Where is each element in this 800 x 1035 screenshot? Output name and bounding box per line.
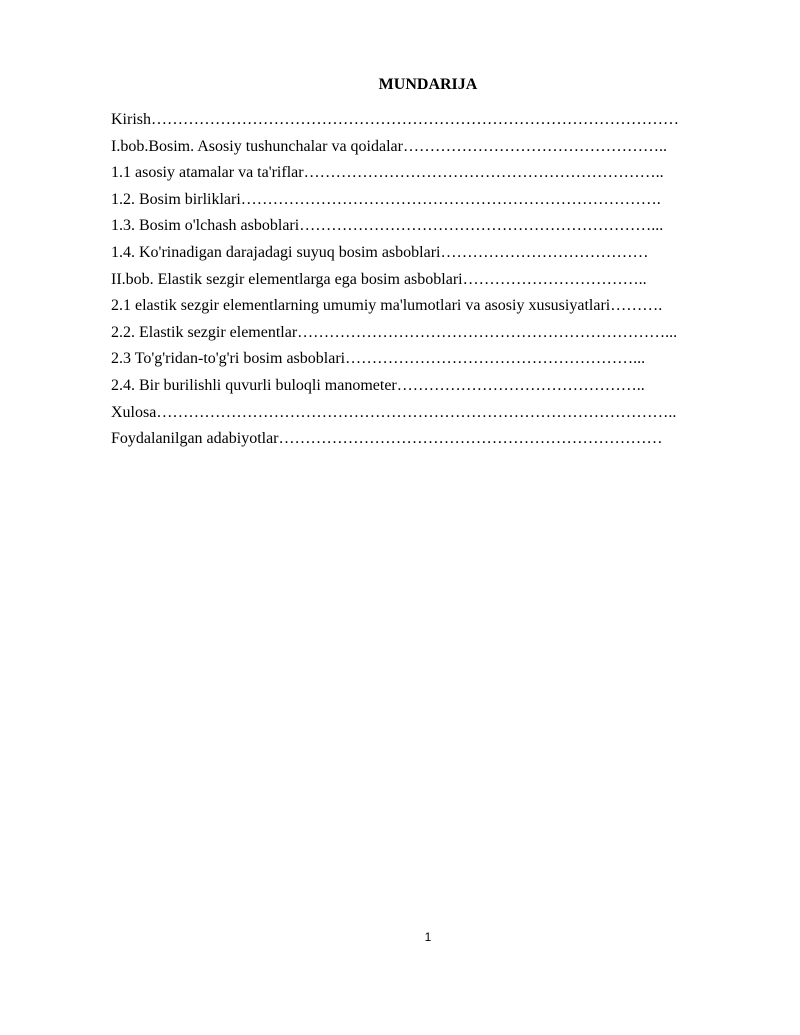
- toc-entry-kirish: Kirish………………………………………………………………………………………: [111, 111, 679, 128]
- toc-entry-2-3: 2.3 To'g'ridan-to'g'ri bosim asboblari………………………………………………...: [111, 350, 646, 368]
- table-of-contents: [111, 107, 679, 453]
- toc-entry-chapter-1: I.bob.Bosim. Asosiy tushunchalar va qoidalar…………………………………………..: [111, 137, 667, 155]
- toc-entry-1-4: 1.4. Ko'rinadigan darajadagi suyuq bosim asboblari…………………………………: [111, 243, 649, 261]
- page-number: 1: [424, 930, 432, 944]
- toc-entry-2-4: 2.4. Bir burilishli quvurli buloqli manometer………………………………………..: [111, 376, 645, 394]
- page-title: MUNDARIJA: [378, 76, 478, 93]
- toc-entry-1-2: 1.2. Bosim birliklari…………………………………………………………………….: [111, 190, 661, 208]
- toc-entry-1-3: 1.3. Bosim o'lchash asboblari…………………………………………………………...: [111, 217, 664, 235]
- toc-entry-2-1: 2.1 elastik sezgir elementlarning umumiy ma'lumotlari va asosiy xususiyatlari……….: [111, 297, 663, 315]
- toc-entry-xulosa: Xulosa……………………………………………………………………………………..: [111, 403, 677, 421]
- toc-entry-1-1: 1.1 asosiy atamalar va ta'riflar…………………………………………………………..: [111, 164, 664, 182]
- toc-entry-chapter-2: II.bob. Elastik sezgir elementlarga ega bosim asboblari……………………………..: [111, 270, 647, 288]
- toc-entry-2-2: 2.2. Elastik sezgir elementlar……………………………………………………………...: [111, 323, 678, 341]
- toc-entry-references: Foydalanilgan adabiyotlar………………………………………………………………: [111, 430, 663, 448]
